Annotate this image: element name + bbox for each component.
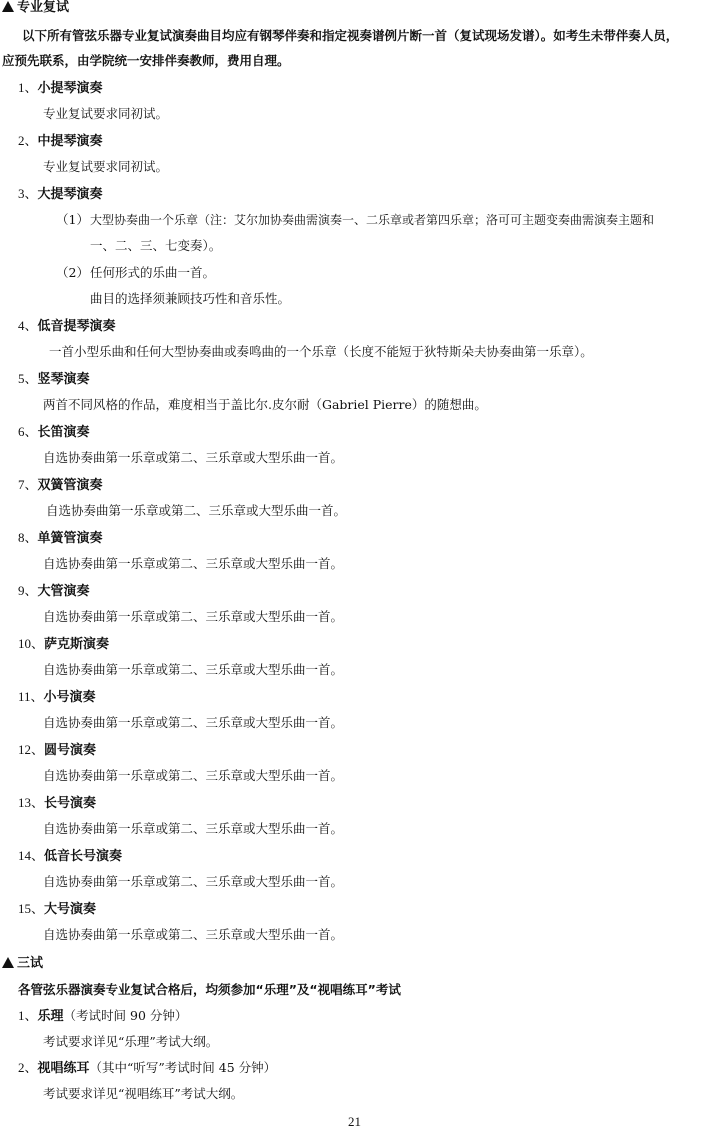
item-title-bass-trombone: 14、低音长号演奏 <box>18 848 123 864</box>
item-title-solfeggio: 2、视唱练耳（其中“听写”考试时间 45 分钟） <box>18 1060 277 1076</box>
item-title-horn: 12、圆号演奏 <box>18 742 97 758</box>
triangle-bullet-icon <box>2 1 14 12</box>
item-desc-bass-trombone: 自选协奏曲第一乐章或第二、三乐章或大型乐曲一首。 <box>43 874 344 889</box>
item-desc-horn: 自选协奏曲第一乐章或第二、三乐章或大型乐曲一首。 <box>43 768 344 783</box>
cello-sub1-number: （1） <box>56 212 89 227</box>
item-desc-tuba: 自选协奏曲第一乐章或第二、三乐章或大型乐曲一首。 <box>43 927 344 942</box>
item-title-flute: 6、长笛演奏 <box>18 424 90 440</box>
page-number: 21 <box>348 1114 361 1129</box>
item-desc-trumpet: 自选协奏曲第一乐章或第二、三乐章或大型乐曲一首。 <box>43 715 344 730</box>
item-desc-bassoon: 自选协奏曲第一乐章或第二、三乐章或大型乐曲一首。 <box>43 609 344 624</box>
item-title-harp: 5、竖琴演奏 <box>18 371 90 387</box>
intro-line-1: 以下所有管弦乐器专业复试演奏曲目均应有钢琴伴奏和指定视奏谱例片断一首（复试现场发谱）。如考生未带伴奏人员， <box>22 28 679 43</box>
item-desc-double-bass: 一首小型乐曲和任何大型协奏曲或奏鸣曲的一个乐章（长度不能短于狄特斯朵夫协奏曲第一乐章）。 <box>49 344 593 359</box>
item-title-double-bass: 4、低音提琴演奏 <box>18 318 116 334</box>
cello-sub2-line1: 任何形式的乐曲一首。 <box>90 265 216 280</box>
item-title-cello: 3、大提琴演奏 <box>18 186 103 202</box>
item-title-music-theory: 1、乐理（考试时间 90 分钟） <box>18 1008 188 1024</box>
item-desc-music-theory: 考试要求详见“乐理”考试大纲。 <box>43 1034 219 1049</box>
item-title-oboe: 7、双簧管演奏 <box>18 477 103 493</box>
item-title-clarinet: 8、单簧管演奏 <box>18 530 103 546</box>
item-desc-viola: 专业复试要求同初试。 <box>43 159 169 174</box>
item-desc-flute: 自选协奏曲第一乐章或第二、三乐章或大型乐曲一首。 <box>43 450 344 465</box>
item-title-violin: 1、小提琴演奏 <box>18 80 103 96</box>
item-desc-violin: 专业复试要求同初试。 <box>43 106 169 121</box>
section-heading-professional-retest: 专业复试 <box>2 0 69 18</box>
item-desc-trombone: 自选协奏曲第一乐章或第二、三乐章或大型乐曲一首。 <box>43 821 344 836</box>
item-desc-oboe: 自选协奏曲第一乐章或第二、三乐章或大型乐曲一首。 <box>46 503 347 518</box>
item-title-viola: 2、中提琴演奏 <box>18 133 103 149</box>
cello-sub1-line2: 一、二、三、七变奏）。 <box>90 238 222 253</box>
cello-sub2-line2: 曲目的选择须兼顾技巧性和音乐性。 <box>90 291 291 306</box>
item-title-bassoon: 9、大管演奏 <box>18 583 90 599</box>
item-title-tuba: 15、大号演奏 <box>18 901 97 917</box>
intro-line-2: 应预先联系，由学院统一安排伴奏教师，费用自理。 <box>2 53 290 68</box>
item-title-trombone: 13、长号演奏 <box>18 795 97 811</box>
item-desc-saxophone: 自选协奏曲第一乐章或第二、三乐章或大型乐曲一首。 <box>43 662 344 677</box>
item-title-trumpet: 11、小号演奏 <box>18 689 96 705</box>
third-test-intro: 各管弦乐器演奏专业复试合格后，均须参加“乐理”及“视唱练耳”考试 <box>18 982 401 997</box>
item-desc-harp: 两首不同风格的作品，难度相当于盖比尔.皮尔耐（Gabriel Pierre）的随想曲。 <box>43 397 487 412</box>
item-title-saxophone: 10、萨克斯演奏 <box>18 636 110 652</box>
triangle-bullet-icon <box>2 957 14 968</box>
item-desc-solfeggio: 考试要求详见“视唱练耳”考试大纲。 <box>43 1086 244 1101</box>
cello-sub2-number: （2） <box>56 265 89 280</box>
cello-sub1-line1: 大型协奏曲一个乐章（注：艾尔加协奏曲需演奏一、二乐章或者第四乐章；洛可可主题变奏曲需演奏主题和 <box>90 213 655 227</box>
item-desc-clarinet: 自选协奏曲第一乐章或第二、三乐章或大型乐曲一首。 <box>43 556 344 571</box>
section-heading-third-test: 三试 <box>2 954 43 974</box>
